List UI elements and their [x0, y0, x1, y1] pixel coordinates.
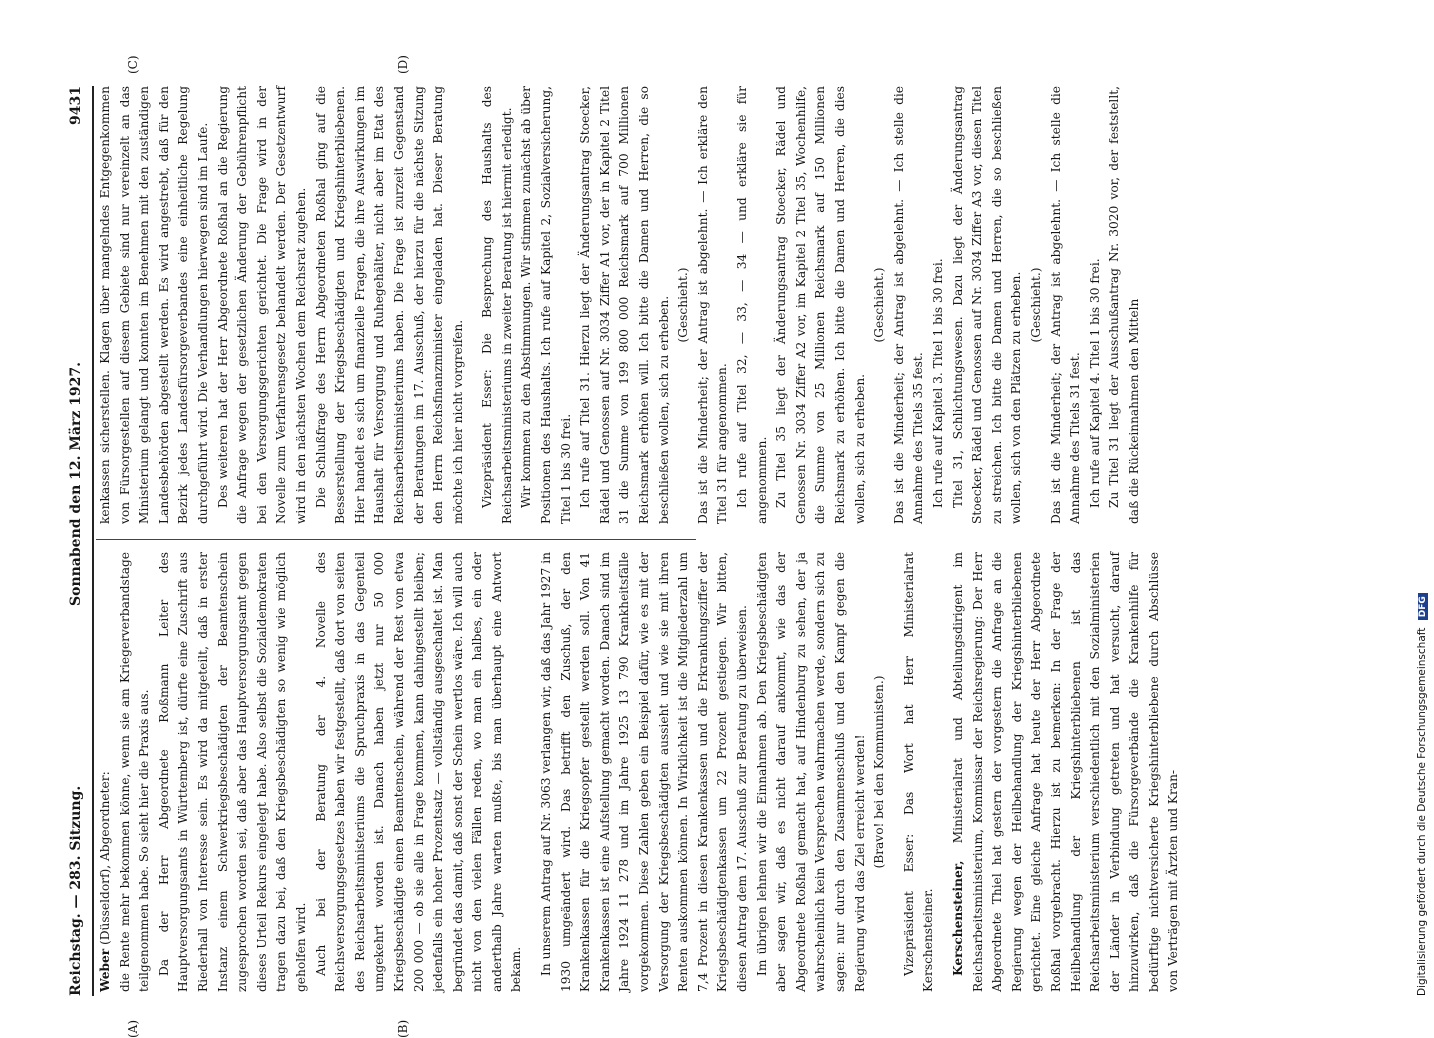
speech-text: Ministerialrat und Abteilungsdirigent im Reichsarbeitsministerium, Kommissar der Reichsregierung: Der Herr Abgeordnete Thiel hat gestern der vorgestern die Anfrage an die Regierung wegen der Heilbehandlung der Kriegshinterbliebenen gerichtet. Eine gleiche Anfrage hat heute der Herr Abgeordnete Roßhal vorgebracht. Hierzu ist zu bemerken: In der Frage der Heilbehandlung der Kriegshinterbliebenen ist das Reichsarbeitsministerium verschiedentlich mit den Sozialministerien der Länder in Verbindung getreten und hat versucht, darauf hinzuwirken, daß die Fürsorgeverbände die Krankenhilfe für bedürftige nichtversicherte Kriegshinterbliebene durch Abschlüsse von Verträgen mit Ärzten und Kran-: [950, 552, 1181, 992]
header-date: Sonnabend den 12. März 1927.: [68, 361, 84, 606]
procedural-note: (Geschieht.): [676, 267, 691, 343]
speaker-name: Weber: [98, 948, 112, 992]
paragraph: Ich rufe auf Kapitel 4. Titel 1 bis 30 frei.: [1087, 258, 1102, 508]
paragraph: Wir kommen zu den Abstimmungen. Wir stimmen zunächst ab über Positionen des Haushalts. Ich rufe auf Kapitel 2, Sozialversicherung, Titel 1 bis 30 frei.: [519, 86, 573, 524]
paragraph: Ich rufe auf Titel 31. Hierzu liegt der Änderungsantrag Stoecker, Rädel und Genossen auf Nr. 3034 Ziffer A1 vor, der in Kapitel 2 Titel 31 die Summe von 199 800 000 Reichsmark auf 700 Millionen Reichsmark erhöhen will. Ich bitte die Damen und Herren, die so beschließen wollen, sich zu erheben.: [578, 86, 671, 524]
margin-marker-d: (D): [396, 55, 410, 74]
speaker-name: Kerschensteiner,: [950, 860, 965, 976]
paragraph: In unserem Antrag auf Nr. 3063 verlangen wir, daß das Jahr 1927 in 1930 umgeändert wird. Das betrifft den Zuschuß, der den Krankenkassen für die Kriegsopfer gestellt werden soll. Von 41 Krankenkassen ist eine Aufstellung gemacht worden. Danach sind im Jahre 1924 11 278 und im Jahre 1925 13 790 Krankheitsfälle vorgekommen. Diese Zahlen geben ein Beispiel dafür, wie es mit der Versorgung der Kriegsbeschädigten aussieht und wie sie mit ihren Renten auskommen können. In Wirklichkeit ist die Mitgliederzahl um 7,4 Prozent in diesen Krankenkassen und die Erkrankungsziffer der Kriegsbeschädigtenkassen um 22 Prozent gestiegen. Wir bitten, diesen Antrag dem 17. Ausschuß zur Beratung zu überweisen.: [539, 552, 749, 992]
paragraph: Das ist die Minderheit; der Antrag ist abgelehnt. — Ich stelle die Annahme des Titels 35 fest.: [891, 86, 926, 524]
speaker-line: [96, 552, 116, 992]
margin-marker-b: (B): [396, 1019, 410, 1038]
paragraph: die Rente mehr bekommen könne, wenn sie am Kriegerverbandstage teilgenommen habe. So sieht hier die Praxis aus.: [117, 552, 152, 992]
page-number: 9431: [68, 86, 84, 125]
paragraph: Zu Titel 31 liegt der Ausschußantrag Nr. 3020 vor, der feststellt, daß die Rückeinnahmen den Mitteln: [1107, 86, 1141, 524]
paragraph: Vizepräsident Esser: Das Wort hat Herr Ministerialrat Kerschensteiner.: [901, 552, 936, 992]
margin-marker-c: (C): [126, 55, 140, 74]
paragraph: Auch bei der Beratung der 4. Novelle des Reichsversorgungsgesetzes haben wir festgestellt, daß dort von seiten des Reichsarbeitsministeriums die Spruchpraxis in das Gegenteil umgekehrt worden ist. Danach haben jetzt nur 50 000 Kriegsbeschädigte einen Beamtenschein, während der Rest von etwa 200 000 — ob sie alle in Frage kommen, kann dahingestellt bleiben; jedenfalls ein hoher Prozentsatz — vollständig ausgeschaltet ist. Man begründet das damit, daß sonst der Schein wertlos wäre. Ich will auch nicht von den vielen Fällen reden, wo man ein halbes, ein oder anderthalb Jahre warten mußte, bis man überhaupt eine Antwort bekam.: [313, 552, 524, 992]
header-rule: [92, 86, 94, 996]
header-left: Reichstag. — 283. Sitzung.: [68, 785, 84, 996]
rotated-page-content: [66, 55, 1346, 1038]
paragraph: Ich rufe auf Titel 32, — 33, — 34 — und erkläre sie für angenommen.: [735, 86, 769, 524]
credit-text: Digitalisierung gefördert durch die Deutsche Forschungsgemeinschaft: [1416, 627, 1428, 996]
digitization-credit: [1416, 6, 1432, 996]
running-header: [66, 86, 92, 996]
right-text-column: [96, 86, 1141, 524]
applause-note: (Bravo! bei den Kommunisten.): [872, 675, 887, 869]
paragraph: Im übrigen lehnen wir die Einnahmen ab. Den Kriegsbeschädigten aber sagen wir, daß es nicht darauf ankommt, wie das der Abgeordnete Roßhal gemacht hat, auf Hindenburg zu sehen, der ja wahrscheinlich kein Versprechen wahrmachen werde, sondern sich zu sagen: nur durch den Zusammenschluß und den Kampf gegen die Regierung wird das Ziel erreicht werden!: [754, 552, 867, 992]
procedural-note: (Geschieht.): [872, 267, 887, 343]
procedural-note: (Geschieht.): [1028, 267, 1043, 343]
paragraph: Titel 31, Schlichtungswesen. Dazu liegt der Änderungsantrag Stoecker, Rädel und Genossen auf Nr. 3034 Ziffer A3 vor, diesen Titel zu streichen. Ich bitte die Damen und Herren, die so beschließen wollen, sich von den Plätzen zu erheben.: [950, 86, 1024, 524]
margin-marker-a: (A): [126, 1019, 140, 1038]
paragraph: Da der Herr Abgeordnete Roßmann Leiter des Hauptversorgungsamts in Württemberg ist, dürfte eine Zuschrift aus Riederhall von Interesse sein. Es wird da mitgeteilt, daß in erster Instanz einem Schwerkriegsbeschädigten der Beamtenschein zugesprochen worden sei, daß aber das Hauptversorgungsamt gegen dieses Urteil Rekurs eingelegt habe. Also selbst die Sozialdemokraten tragen dazu bei, daß den Kriegsbeschädigten so wenig wie möglich geholfen wird.: [156, 552, 308, 992]
paragraph: Das ist die Minderheit; der Antrag ist abgelehnt. — Ich erkläre den Titel 31 für angenommen.: [695, 86, 730, 524]
column-divider: [96, 539, 696, 540]
paragraph: [949, 552, 1184, 992]
paragraph: Vizepräsident Esser: Die Besprechung des Haushalts des Reichsarbeitsministeriums in zweiter Beratung ist hiermit erledigt.: [480, 86, 514, 524]
paragraph: kenkassen sicherstellen. Klagen über mangelndes Entgegenkommen von Fürsorgestellen auf diesem Gebiete sind nur vereinzelt an das Ministerium gelangt und konnten im Benehmen mit den zuständigen Landesbehörden abgestellt werden. Es wird angestrebt, daß für den Bezirk jedes Landesfürsorgeverbandes eine einheitliche Regelung durchgeführt wird. Die Verhandlungen hierwegen sind im Laufe.: [98, 86, 210, 524]
left-text-column: [96, 552, 1181, 992]
paragraph: Ich rufe auf Kapitel 3. Titel 1 bis 30 frei.: [930, 258, 945, 508]
speaker-note: (Düsseldorf), Abgeordneter:: [98, 771, 112, 945]
paragraph: Die Schlußfrage des Herrn Abgeordneten Roßhal ging auf die Besserstellung der Kriegsbeschädigten und Kriegshinterbliebenen. Hier handelt es sich um finanzielle Fragen, die ihre Auswirkungen im Haushalt für Versorgung und Ruhegehälter, nicht aber im Etat des Reichsarbeitsministeriums haben. Die Frage ist zurzeit Gegenstand der Beratungen im 17. Ausschuß, der hierzu für die nächste Sitzung den Herrn Reichsfinanzminister eingeladen hat. Dieser Beratung möchte ich hier nicht vorgreifen.: [313, 86, 465, 524]
paragraph: Das ist die Minderheit; der Antrag ist abgelehnt. — Ich stelle die Annahme des Titels 31 fest.: [1048, 86, 1083, 524]
paragraph: Zu Titel 35 liegt der Änderungsantrag Stoecker, Rädel und Genossen Nr. 3034 Ziffer A2 vor, im Kapitel 2 Titel 35, Wochenhilfe, die Summe von 25 Millionen Reichsmark auf 150 Millionen Reichsmark zu erhöhen. Ich bitte die Damen und Herren, die dies wollen, sich zu erheben.: [774, 86, 867, 524]
dfg-logo: DFG: [1418, 593, 1428, 620]
paragraph: Des weiteren hat der Herr Abgeordnete Roßhal an die Regierung die Anfrage wegen der gesetzlichen Änderung der Gebührenpflicht bei den Versorgungsgerichten gerichtet. Die Frage wird in der Novelle zum Verfahrensgesetz behandelt werden. Der Gesetzentwurf wird in den nächsten Wochen dem Reichsrat zugehen.: [215, 86, 308, 524]
